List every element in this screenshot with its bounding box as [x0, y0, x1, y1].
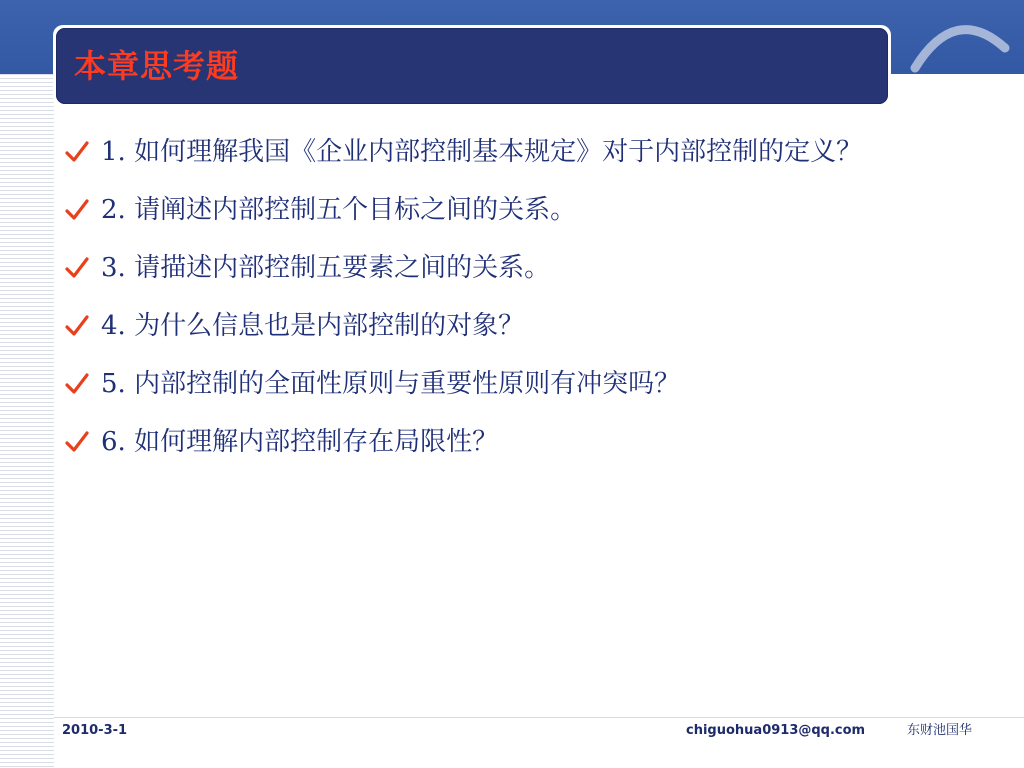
checkmark-icon — [64, 255, 90, 281]
footer-divider — [54, 717, 1024, 718]
question-text: 4. 为什么信息也是内部控制的对象？ — [101, 311, 525, 341]
checkmark-icon — [64, 313, 90, 339]
list-item — [64, 362, 964, 406]
left-stripe-decoration — [0, 74, 54, 768]
question-text: 6. 如何理解内部控制存在局限性？ — [101, 427, 499, 457]
checkmark-icon — [64, 429, 90, 455]
list-item — [64, 246, 964, 290]
checkmark-icon — [64, 371, 90, 397]
checkmark-icon — [64, 139, 90, 165]
question-text: 5. 内部控制的全面性原则与重要性原则有冲突吗？ — [101, 369, 681, 399]
list-item — [64, 130, 964, 174]
slide-title: 本章思考题 — [74, 47, 240, 85]
footer-date: 2010-3-1 — [62, 723, 128, 738]
checkmark-icon — [64, 197, 90, 223]
question-list — [64, 130, 964, 478]
footer-author: 东财池国华 — [907, 723, 973, 738]
question-text: 2. 请阐述内部控制五个目标之间的关系。 — [101, 195, 577, 225]
question-text: 1. 如何理解我国《企业内部控制基本规定》对于内部控制的定义？ — [101, 137, 863, 167]
title-box — [53, 25, 891, 107]
list-item — [64, 420, 964, 464]
footer-email: chiguohua0913@qq.com — [686, 723, 866, 738]
list-item — [64, 304, 964, 348]
title-background — [56, 28, 888, 104]
list-item — [64, 188, 964, 232]
question-text: 3. 请描述内部控制五要素之间的关系。 — [101, 253, 551, 283]
arc-decoration — [905, 8, 1015, 118]
